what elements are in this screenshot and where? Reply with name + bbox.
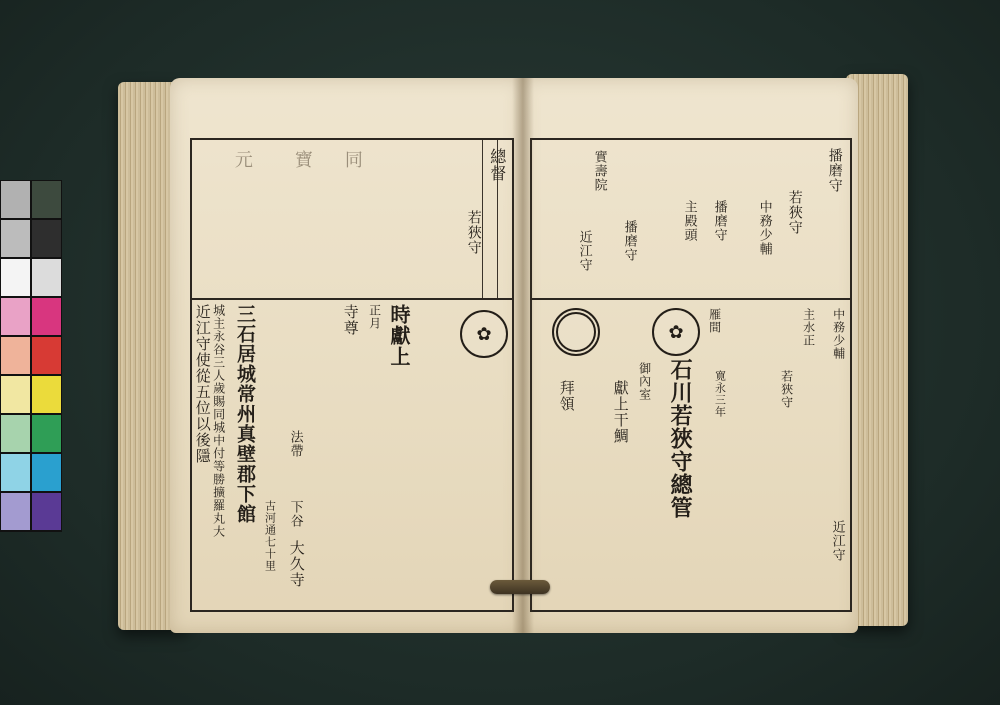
right-lower-col-5: 主水正 (801, 308, 816, 347)
left-distance: 古河通七十里 (263, 500, 277, 572)
right-lower-col-3: 御內室 (637, 362, 652, 401)
color-swatch-14 (1, 454, 30, 491)
left-upper-rule (482, 140, 483, 298)
left-page (170, 78, 522, 633)
left-lower-col-5: 下谷 (287, 500, 303, 528)
binding-string (490, 580, 550, 594)
open-book (118, 72, 908, 637)
right-page (522, 78, 858, 633)
left-lower-col-2: 正月 (367, 304, 382, 330)
right-upper-col-6: 中務少輔 (756, 200, 772, 256)
color-swatch-4 (1, 259, 30, 296)
color-swatch-16 (1, 493, 30, 530)
right-upper-col-2: 近江守 (576, 230, 592, 272)
color-checker-strip (0, 180, 62, 532)
left-family-crest (460, 310, 508, 358)
right-lower-col-8: 近江守 (829, 520, 845, 562)
right-lower-heading: 石川若狹守總管 (667, 358, 694, 519)
left-bottom-note: 近江守使從五位以後隱 (193, 304, 212, 464)
ring-icon (556, 312, 596, 352)
color-swatch-9 (32, 337, 61, 374)
left-faint-col-1: 同 (341, 150, 363, 169)
book-gutter (512, 78, 534, 633)
color-swatch-8 (1, 337, 30, 374)
left-lower-col-1: 時獻上 (387, 304, 411, 367)
left-lower-col-6: 大久寺 (287, 540, 306, 588)
left-divider (192, 298, 512, 300)
crest-flower-icon: ✿ (668, 321, 684, 343)
right-lower-col-9: 寛永三年 (713, 370, 727, 418)
left-lower-col-3: 寺尊 (341, 304, 360, 336)
left-upper-col-1: 總督 (487, 148, 507, 182)
right-lower-col-7: 中務少輔 (831, 308, 846, 360)
left-fief-text: 城主永谷三人歲賜同城中付等勝擴羅丸大 (211, 304, 226, 538)
right-upper-col-5: 播磨守 (711, 200, 727, 242)
left-faint-col-3: 元 (231, 150, 253, 169)
right-upper-col-3: 播磨守 (621, 220, 637, 262)
color-swatch-13 (32, 415, 61, 452)
right-lower-col-1: 獻上干鯛 (611, 380, 630, 444)
right-lower-col-6: 若狹守 (779, 370, 794, 409)
color-swatch-7 (32, 298, 61, 335)
left-fief-heading: 三石居城常州真壁郡下館 (233, 304, 256, 524)
right-lower-col-4: 雁間 (707, 308, 722, 334)
right-family-crest (652, 308, 700, 356)
color-swatch-15 (32, 454, 61, 491)
right-upper-col-8: 播磨守 (826, 148, 843, 193)
color-swatch-2 (1, 220, 30, 257)
color-swatch-1 (32, 181, 61, 218)
right-upper-col-7: 若狹守 (786, 190, 803, 235)
right-lower-col-2: 拜領 (557, 380, 576, 412)
right-upper-col-4: 主殿頭 (681, 200, 697, 242)
left-upper-col-2: 若狹守 (465, 210, 482, 255)
color-swatch-0 (1, 181, 30, 218)
left-faint-col-2: 寶 (291, 150, 313, 169)
right-upper-col-1: 實壽院 (591, 150, 607, 192)
color-swatch-3 (32, 220, 61, 257)
right-ring-crest (552, 308, 600, 356)
color-swatch-17 (32, 493, 61, 530)
left-lower-col-4: 法帶 (287, 430, 303, 458)
color-swatch-12 (1, 415, 30, 452)
color-swatch-5 (32, 259, 61, 296)
left-page-frame (190, 138, 514, 612)
crest-flower-icon: ✿ (476, 323, 492, 345)
color-swatch-10 (1, 376, 30, 413)
color-swatch-6 (1, 298, 30, 335)
right-divider (532, 298, 850, 300)
color-swatch-11 (32, 376, 61, 413)
right-page-frame (530, 138, 852, 612)
